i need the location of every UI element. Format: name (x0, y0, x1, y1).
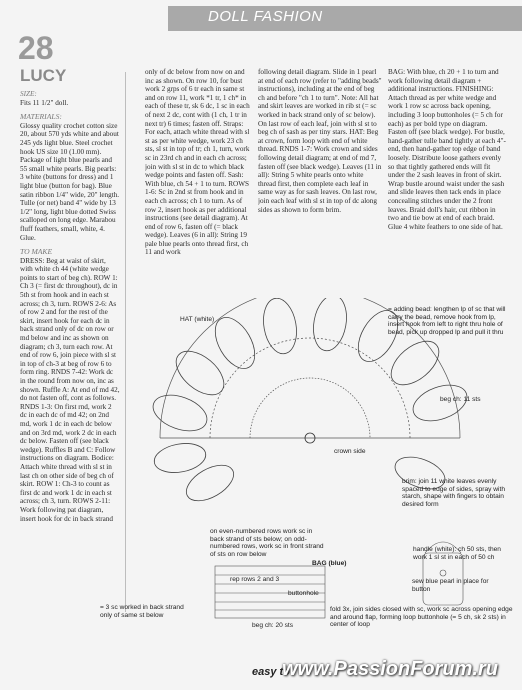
column-1 (20, 90, 120, 590)
materials-heading: MATERIALS: (20, 112, 62, 122)
footer-text: easy to (252, 666, 290, 678)
bag-label: BAG (blue) (312, 560, 347, 567)
fold-note: fold 3x, join sides closed with sc, work sc across opening edge and around flap, forming loop buttonhole (= 5 ch, sk 2 sts) in center of loop (330, 606, 513, 629)
column-2 (145, 68, 253, 300)
adding-bead-note: = adding bead: lengthen lp of sc that will carry the bead, remove hook from lp, insert hook from left to right thru hole of bead, pick up dropped lp and pull it thru (388, 306, 506, 336)
make-text: DRESS: Beg at waist of skirt, with white ch 44 (white wedge points to start of beg ch). ROW 1: Ch 3 (= first dc throughout), dc in 5th st from hook and in each st across; ch 3, turn. ROWS 2-6: As of row 2 and for the rest of the skirt, insert hook for each dc in back strand only of dc on row or md below and inc as shown on diagram; ch 3, turn each row. At end of row 6, join piece with sl st in top of ch-3 at beg of row 6 to form ring. RNDS 7-42: Work dc in the round from now on, inc as shown. Ruffle A: At end of md 42, do not fasten off, cont as follows. RNDS 1-3: On first rnd, work 2 dc in each dc of md 42; on 2nd md, work 1 dc in each dc below and on 3rd md, work 2 dc in each dc below. Fasten off (see black wedge). Ruffles B and C: Follow instructions on diagram. Bodice: Attach white thread with sl st in last ch on other side of beg ch of skirt. ROW 1: Ch-3 to count as first dc and work 1 dc in each st across; ch 3, turn. ROWS 2-11: Work following pat diagram, insert hook for dc in back strand (20, 256, 120, 523)
section-title: DOLL FASHION (208, 8, 323, 25)
watermark: www.PassionForum.ru (282, 658, 498, 680)
materials-text: Glossy quality crochet cotton size 20, about 570 yds white and about 245 yds light blue. Steel crochet hook US size 10 (1.00 mm). Package of light blue pearls and 55 small white pearls. Big pearls: 3 white (buttons for dress) and 1 light blue (button for bag). Blue satin ribbon 1/4" wide, 20" length. Tulle (or net) band 4" wide by 13 1/2" long, light blue dotted Swiss scalloped on long edge. Marabou fluff feathers, small, white, 4. Glue. (20, 121, 120, 242)
rows-note: on even-numbered rows work sc in back strand of sts below; on odd-numbered rows, work sc in front strand of sts on row below (210, 528, 324, 558)
column-4 (388, 68, 506, 300)
beg-ch-20-label: beg ch: 20 sts (252, 622, 294, 629)
size-text: Fits 11 1/2" doll. (20, 98, 69, 107)
column-divider (125, 72, 126, 612)
make-heading: TO MAKE (20, 247, 53, 257)
handle-note: handle (white): ch 50 sts, then work 1 sl st in each of 50 ch (413, 546, 501, 561)
buttonhole-label: buttonhole (288, 590, 319, 597)
sew-pearl-note: sew blue pearl in place for button (412, 578, 489, 593)
beg-ch-label: beg ch: 11 sts (440, 396, 481, 403)
column-3 (258, 68, 382, 300)
crown-side-label: crown side (334, 448, 366, 455)
col3-text: following detail diagram. Slide in 1 pearl at end of each row (refer to "adding beads" instructions), including at the end of beg ch and before "ch 1 to turn". Note: All hat and skirt leaves are worked in rib st (= sc worked in back strand only of sc below). On last row of each leaf, join with sl st to beg ch of sash as per tiny stars. HAT: Beg at crown, form loop with end of white thread. RNDS 1-7: Work crown and sides following detail diagram; at end of md 7, fasten off (see black wedge). Leaves (11 in all): String 5 white pearls onto white thread first, then complete each leaf in same way as for sash leaves. On last row, join each leaf with sl st in top of dc along sides as shown to form brim. (258, 68, 382, 214)
size-heading: SIZE: (20, 90, 37, 98)
brim-note: brim: join 11 white leaves evenly spaced to edge of sides, spray with starch, shape with fingers to obtain desired form (402, 478, 505, 508)
rep-rows-label: rep rows 2 and 3 (230, 576, 280, 583)
section-header-bar (168, 6, 522, 31)
col4-text: BAG: With blue, ch 20 + 1 to turn and work following detail diagram + additional instructions. FINISHING: Attach thread as per white wedge and work 1 row sc across back opening, including 3 loop buttonholes (= 5 ch for each) as per bold type on diagram. Fasten off (see black wedge). For bustle, hand-gather tulle band tightly at each 4"-end, then hand-gather top edge of band loosely. Distribute loose gathers evenly so that tightly gathered ends will fit under the 2 sash leaves in front of skirt. Wrap bustle around waist under the sash and slide leaves then tack ends in place concealing stitches under the 2 front leaves. Braid doll's hair, cut ribbon in two and tie bow at end of each braid. Glue 4 white feathers to one side of hat. (388, 68, 506, 231)
col2-text: only of dc below from now on and inc as shown. On row 10, for bust work 2 grps of 6 tr each in same st and on row 11, work *1 tr, 1 ch* in each of these tr, sk 6 dc, 1 sc in each of next 2 dc, cont with (1 ch, 1 tr in next tr) 6 times; fasten off. Straps: For each, attach white thread with sl st as per white wedge, work 23 ch sts, sl st in top of tr; ch 1, turn, work sc in 23rd ch and in each ch across; join with sl st in dc to which black wedge points and fasten off. Sash: With blue, ch 54 + 1 to turn. ROWS 1-6: Sc in 2nd st from hook and in each ch across; ch 1 to turn. As of row 2, insert hook as per additional instructions (see detail diagram). At end of row 6, fasten off (= black wedge). Leaves (6 in all): String 19 pale blue pearls onto thread first, ch 11 and work (145, 68, 250, 257)
pattern-number: 28 (18, 30, 54, 66)
hat-label: HAT (white) (180, 316, 215, 323)
sc-worked-note: = 3 sc worked in back strand only of same st below (100, 604, 184, 619)
pattern-name: LUCY (20, 66, 67, 85)
